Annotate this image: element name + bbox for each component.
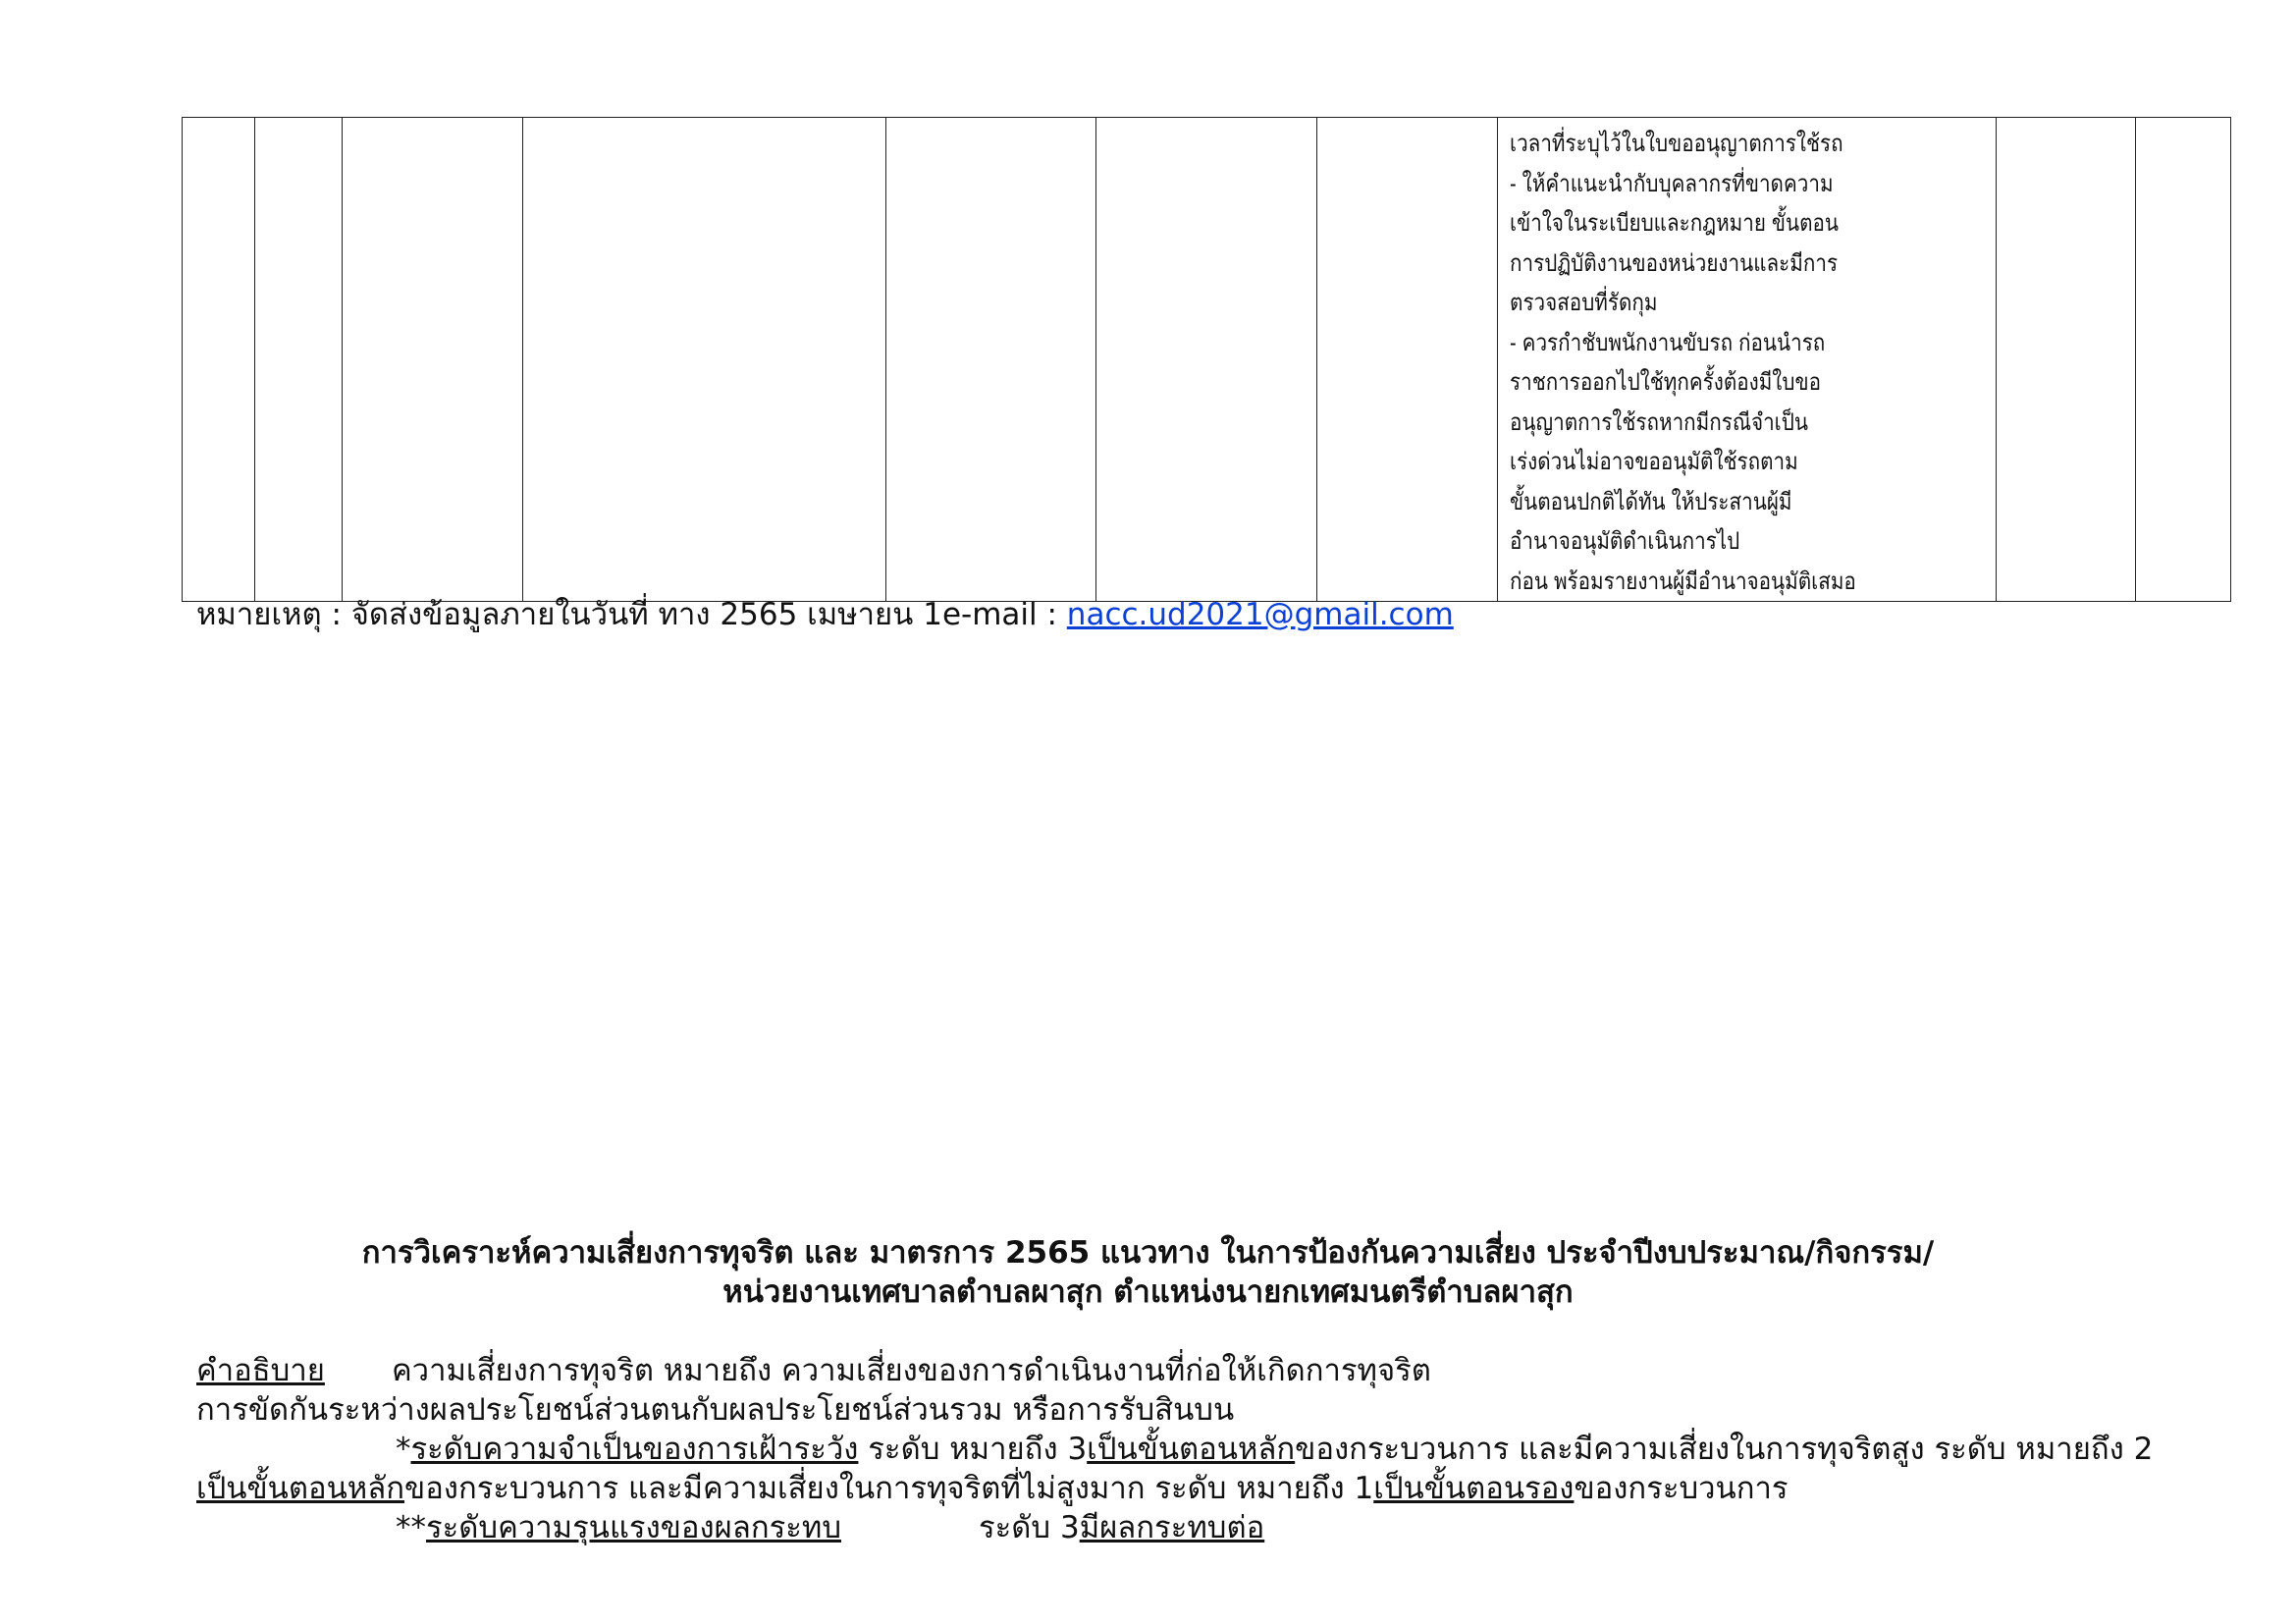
document-title-line-1: การวิเคราะห์ความเสี่ยงการทุจริต และ มาตรการ 2565 แนวทาง ในการป้องกันความเสี่ยง ประจำปีงบประมาณ/กิจกรรม/ [361, 1235, 1935, 1271]
impact-term: มีผลกระทบต่อ [1079, 1510, 1265, 1545]
measures-line: - ควรกำชับพนักงานขับรถ ก่อนนำรถ [1510, 328, 1826, 356]
table-cell [1997, 118, 2136, 602]
measures-line: การปฏิบัติงานของหน่วยงานและมีการ [1510, 248, 1839, 277]
watch-level-term: ระดับความจำเป็นของการเฝ้าระวัง [410, 1432, 859, 1467]
risk-table [182, 117, 2231, 602]
note [196, 595, 1454, 634]
email-link[interactable]: nacc.ud2021@gmail.com [1066, 597, 1454, 632]
description-line-1 [196, 1351, 1431, 1390]
table-cell [523, 118, 886, 602]
table-cell [886, 118, 1096, 602]
description-text: ความเสี่ยงการทุจริต หมายถึง ความเสี่ยงของการดำเนินงานที่ก่อให้เกิดการทุจริต [391, 1353, 1431, 1388]
measures-line: ก่อน พร้อมรายงานผู้มีอำนาจอนุมัติเสมอ [1510, 567, 1856, 595]
table-cell [2136, 118, 2231, 602]
description-text: ของกระบวนการ และมีความเสี่ยงในการทุจริตที่ไม่สูงมาก ระดับ หมายถึง 1 [404, 1471, 1374, 1506]
secondary-step-term: เป็นขั้นตอนรอง [1373, 1471, 1575, 1506]
description-line-4 [196, 1469, 1789, 1508]
measures-line: ขั้นตอนปกติได้ทัน ให้ประสานผู้มี [1510, 487, 1792, 515]
measures-line: ราชการออกไปใช้ทุกครั้งต้องมีใบขอ [1510, 368, 1822, 396]
asterisk: ** [396, 1510, 426, 1545]
document-title-line-2: หน่วยงานเทศบาลตำบลผาสุก ตำแหน่งนายกเทศมนตรีตำบลผาสุก [722, 1274, 1574, 1310]
description-text: ระดับ 3 [979, 1510, 1080, 1545]
table-row [183, 118, 2231, 602]
asterisk: * [396, 1432, 411, 1467]
main-step-term: เป็นขั้นตอนหลัก [196, 1471, 404, 1506]
table-cell [343, 118, 523, 602]
description-line-5 [396, 1508, 1264, 1547]
note-text: หมายเหตุ : จัดส่งข้อมูลภายในวันที่ ทาง 2565 เมษายน 1e-mail : [196, 597, 1067, 632]
measures-line: เวลาที่ระบุไว้ในใบขออนุญาตการใช้รถ [1510, 130, 1843, 157]
description-line-3 [396, 1430, 2153, 1469]
table-cell [1096, 118, 1317, 602]
measures-text [1498, 118, 1926, 601]
measures-line: อนุญาตการใช้รถหากมีกรณีจำเป็น [1510, 407, 1808, 436]
description-text: ของกระบวนการ [1574, 1471, 1789, 1506]
table-cell [183, 118, 255, 602]
description-text: ระดับ หมายถึง 3 [858, 1432, 1088, 1467]
table-cell [255, 118, 343, 602]
description-line-2: การขัดกันระหว่างผลประโยชน์ส่วนตนกับผลประโยชน์ส่วนรวม หรือการรับสินบน [196, 1392, 1235, 1428]
measures-line: อำนาจอนุมัติดำเนินการไป [1510, 527, 1740, 555]
measures-cell [1498, 118, 1997, 602]
measures-line: - ให้คำแนะนำกับบุคลากรที่ขาดความ [1510, 169, 1834, 197]
main-step-term: เป็นขั้นตอนหลัก [1087, 1432, 1296, 1467]
table-cell [1317, 118, 1498, 602]
measures-line: เข้าใจในระเบียบและกฎหมาย ขั้นตอน [1510, 209, 1839, 237]
measures-line: เร่งด่วนไม่อาจขออนุมัติใช้รถตาม [1510, 448, 1798, 475]
description-text: ของกระบวนการ และมีความเสี่ยงในการทุจริตสูง ระดับ หมายถึง 2 [1295, 1432, 2154, 1467]
description-label: คำอธิบาย [196, 1353, 325, 1388]
measures-line: ตรวจสอบที่รัดกุม [1510, 289, 1658, 316]
impact-level-term: ระดับความรุนแรงของผลกระทบ [426, 1510, 841, 1545]
